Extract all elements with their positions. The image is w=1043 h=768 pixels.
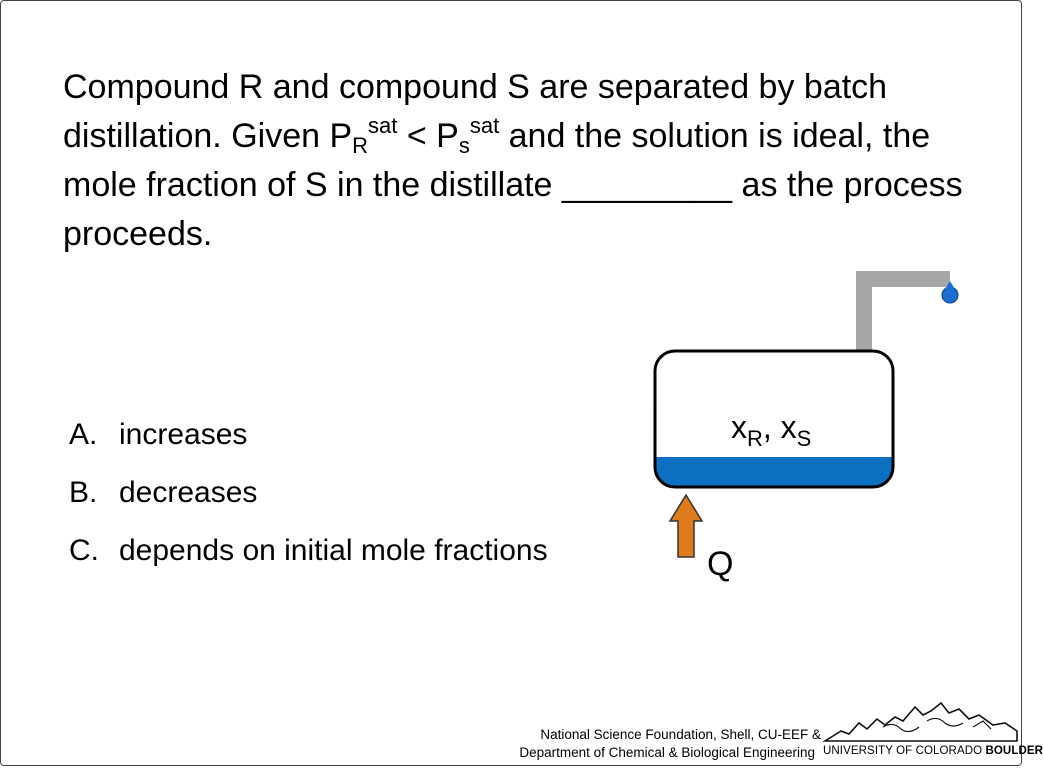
answer-choices (69, 413, 548, 587)
x-r-symbol: x (731, 409, 747, 445)
label-separator: , (762, 409, 781, 445)
question-part-2: < P (397, 117, 459, 155)
footer-credits-2 (481, 743, 815, 763)
superscript-sat-s: sat (469, 113, 500, 138)
footer-credits (501, 725, 821, 745)
choice-b[interactable] (69, 471, 548, 529)
choice-text: increases (119, 418, 248, 451)
question-text (63, 63, 983, 259)
university-name-regular: UNIVERSITY OF COLORADO (823, 745, 986, 757)
footer-line-1: National Science Foundation, Shell, CU-EEF & (540, 727, 821, 742)
liquid-level (655, 457, 893, 487)
footer-line-2: Department of Chemical & Biological Engineering (519, 745, 815, 760)
choice-letter: B. (69, 476, 98, 509)
x-s-symbol: x (780, 409, 797, 445)
university-name-bold: BOULDER (985, 745, 1043, 757)
superscript-sat-r: sat (368, 113, 398, 138)
heat-label: Q (707, 545, 734, 583)
university-name (823, 745, 1043, 757)
vapor-pipe (864, 279, 948, 351)
choice-a[interactable] (69, 413, 548, 471)
choice-letter: C. (69, 534, 99, 567)
choice-letter: A. (69, 418, 98, 451)
choice-text: depends on initial mole fractions (119, 534, 548, 567)
choice-text: decreases (119, 476, 258, 509)
question-part-3: and the solution is ideal, the mole fraction of S in the distillate _________ as the process proceeds. (63, 117, 963, 253)
question-part-1: Compound R and compound S are separated by batch distillation. Given P (63, 68, 888, 155)
vessel-composition-label (731, 409, 812, 451)
mountain-logo-icon (823, 701, 1019, 745)
x-r-subscript: R (747, 426, 763, 451)
university-logo (823, 701, 1043, 761)
subscript-s: s (458, 133, 470, 158)
heat-arrow-icon (670, 495, 702, 557)
distillation-diagram (641, 263, 971, 593)
x-s-subscript: S (796, 426, 812, 451)
subscript-r: R (352, 133, 369, 158)
choice-c[interactable] (69, 529, 548, 587)
